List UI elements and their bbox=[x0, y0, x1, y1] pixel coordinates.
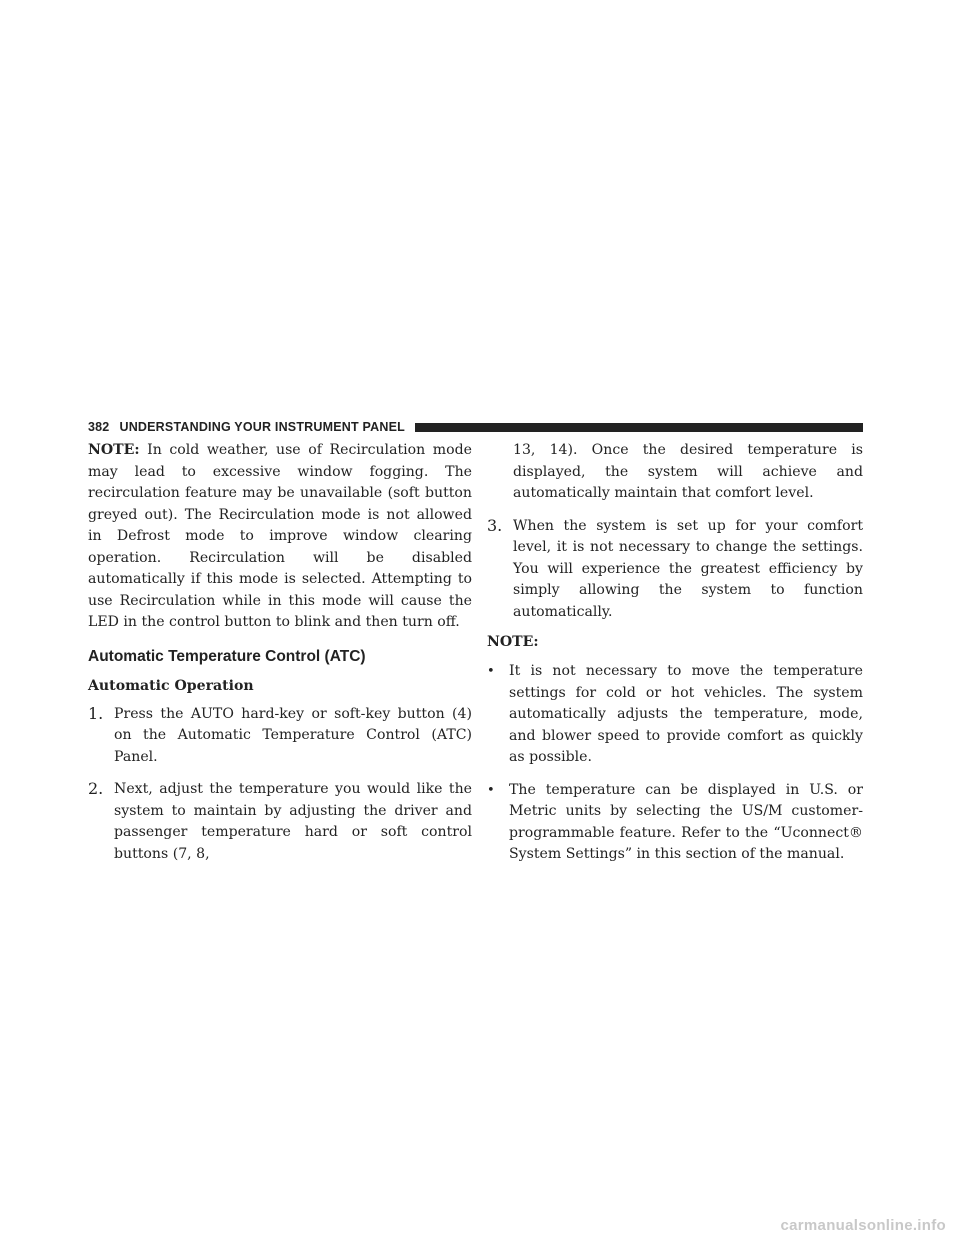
watermark: carmanualsonline.info bbox=[780, 1217, 946, 1234]
note-text: In cold weather, use of Recirculation mode may lead to excessive window fogging. The recirculation feature may be unavailable (soft button greyed out). The Recirculation mode is not allowed in Defrost mode to improve window clearing operation. Recirculation will be disabled automatically if this mode is selected. Attempting to use Recirculation while in this mode will cause the LED in the control button to blink and then turn off. bbox=[88, 442, 472, 630]
page-number: 382 bbox=[88, 420, 110, 434]
bullet-text: The temperature can be displayed in U.S. or Metric units by selecting the US/M customer-programmable feature. Refer to the “Uconnect® System Settings” in this section of the manual. bbox=[509, 781, 863, 862]
bullet-icon: • bbox=[487, 782, 495, 798]
step-1 bbox=[88, 704, 472, 769]
note-heading: NOTE: bbox=[487, 634, 539, 650]
step-2-continuation: 13, 14). Once the desired temperature is displayed, the system will achieve and automatically maintain that comfort level. bbox=[513, 442, 863, 501]
page-header bbox=[88, 416, 863, 438]
bullet-icon: • bbox=[487, 664, 495, 679]
step-number: 3. bbox=[487, 515, 503, 535]
left-column bbox=[88, 440, 472, 876]
bullet-text: It is not necessary to move the temperature settings for cold or hot vehicles. The system automatically adjusts the temperature, mode, and blower speed to provide comfort as quickly as possible. bbox=[509, 663, 863, 765]
header-rule bbox=[415, 423, 863, 432]
right-column bbox=[487, 440, 863, 877]
step-number: 2. bbox=[88, 779, 104, 798]
step-text: Next, adjust the temperature you would like the system to maintain by adjusting the driver and passenger temperature hard or soft control buttons (7, 8, bbox=[114, 781, 472, 862]
step-2 bbox=[88, 779, 472, 865]
note-bullet bbox=[487, 780, 863, 866]
step-number: 1. bbox=[88, 703, 104, 723]
note-label: NOTE: bbox=[88, 442, 140, 458]
note-bullet bbox=[487, 661, 863, 769]
step-3 bbox=[487, 516, 863, 624]
step-text: Press the AUTO hard-key or soft-key button (4) on the Automatic Temperature Control (ATC) Panel. bbox=[114, 705, 472, 765]
step-text: When the system is set up for your comfort level, it is not necessary to change the settings. You will experience the greatest efficiency by simply allowing the system to function automatically. bbox=[513, 517, 863, 620]
automatic-operation-subheading: Automatic Operation bbox=[88, 677, 254, 694]
atc-heading: Automatic Temperature Control (ATC) bbox=[88, 647, 366, 665]
recirculation-note bbox=[88, 440, 472, 634]
section-title: UNDERSTANDING YOUR INSTRUMENT PANEL bbox=[119, 420, 405, 434]
